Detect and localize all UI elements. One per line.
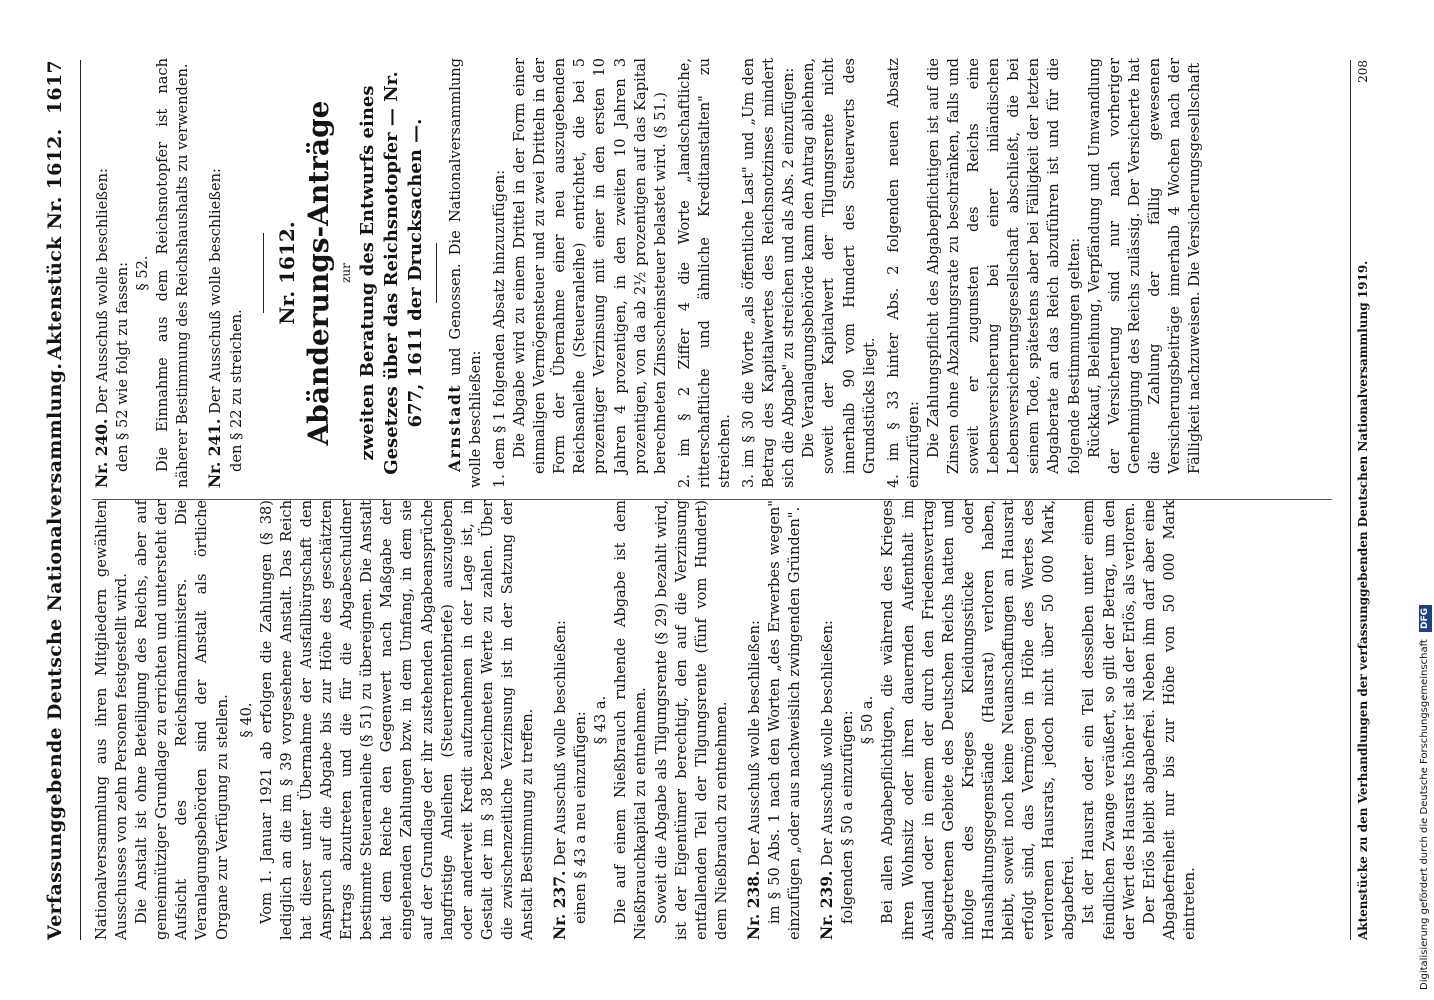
- motion-240-intro: Der Ausschuß wolle beschließen:: [94, 168, 111, 414]
- document-title: Abänderungs-Anträge: [301, 100, 335, 446]
- proposer-text: und Genossen. Die Nationalversammlung wolle beschließen:: [446, 58, 484, 488]
- running-title: Verfassunggebende Deutsche Nationalversammlung.: [44, 362, 66, 940]
- right-column: [92, 58, 1205, 488]
- motion-238-text: im § 50 Abs. 1 nach den Worten „des Erwerbes wegen" einzufügen „oder aus nachweislich zwingenden Gründen".: [766, 500, 804, 940]
- section-40-heading: § 40.: [237, 702, 255, 738]
- motion-239-text: folgenden § 50 a einzufügen:: [839, 710, 857, 924]
- digitization-notice: Digitalisierung gefördert durch die Deutsche Forschungsgemeinschaft: [1419, 639, 1430, 990]
- item-4-number: 4.: [884, 474, 902, 488]
- column-divider: [92, 499, 1332, 500]
- document-number: Nr. 1612.: [274, 221, 299, 325]
- title-separator: [436, 243, 437, 303]
- section-50a-text: Bei allen Abgabepflichtigen, die während des Krieges ihren Wohnsitz oder ihren dauernden Aufenthalt im Ausland oder in einem der durch den Friedensvertrag abgetretenen Gebiete des Deutschen Reichs hatten und infolge des Krieges Kleidungsstücke oder Haushaltungsgegenstände (Hausrat) verloren haben, bleibt, soweit noch keine Neuanschaffungen an Hausrat erfolgt sind, das Vermögen in Höhe des Wertes des verlorenen Hausrats, jedoch nicht über 50 000 Mark, abgabefrei.: [879, 500, 1078, 940]
- page-number: 1617: [44, 60, 66, 115]
- section-50a-text-3: Der Erlös bleibt abgabefrei. Neben ihm darf aber eine Abgabefreiheit nur bis zur Höhe von 50 000 Mark eintreten.: [1140, 500, 1198, 940]
- motion-238-intro: Der Ausschuß wolle beschließen:: [745, 620, 763, 866]
- header-rule: [80, 60, 81, 940]
- item-1-text: dem § 1 folgenden Absatz hinzuzufügen:: [490, 169, 508, 470]
- section-separator: [263, 233, 264, 313]
- motion-239-intro: Der Ausschuß wolle beschließen:: [819, 620, 837, 866]
- document-reference: Aktenstück Nr. 1612.: [44, 128, 66, 360]
- item-4-quote: Die Zahlungspflicht des Abgabepflichtigen ist auf die Zinsen ohne Abzahlungsrate zu beschränken, falls und soweit er zugunsten des Reichs eine Lebensversicherung bei einer inländischen Lebensversicherungsgesellschaft abschließt, die bei seinem Tode, spätestens aber bei Fälligkeit der letzten Abgaberate an das Reich abzuführen ist und für die folgende Bestimmungen gelten:: [924, 58, 1083, 474]
- proposer-name: Arnstadt: [444, 383, 464, 472]
- footer-series-title: Aktenstücke zu den Verhandlungen der verfassunggebenden Deutschen Nationalversammlung 1919.: [1356, 260, 1370, 940]
- motion-240-label: Nr. 240.: [92, 418, 111, 488]
- item-3-text: im § 30 die Worte „als öffentliche Last" und „Um den Betrag des Kapitalwertes des Reichsnotzinses mindert sich die Abgabe" zu streichen und als Abs. 2 einzufügen:: [740, 58, 798, 488]
- digitization-sidebar: [1416, 10, 1434, 990]
- motion-237-label: Nr. 237.: [550, 870, 570, 940]
- motion-237-text: einen § 43 a neu einzufügen:: [572, 711, 590, 924]
- paragraph-committee: Nationalversammlung aus ihren Mitgliedern gewählten Ausschusses von zehn Personen festgestellt wird.: [93, 500, 131, 940]
- section-52-text: Die Einnahme aus dem Reichsnotopfer ist nach näherer Bestimmung des Reichshaushalts zu verwenden.: [154, 58, 192, 488]
- section-43a-text-2: Soweit die Abgabe als Tilgungsrente (§ 29) bezahlt wird, ist der Eigentümer berechtigt, den auf die Verzinsung entfallenden Teil der Tilgungsrente (fünf vom Hundert) dem Nießbrauch zu entnehmen.: [652, 500, 730, 940]
- item-1-quote: Die Abgabe wird zu einem Drittel in der Form einer einmaligen Vermögensteuer und zu zwei Dritteln in der Form der Übernahme einer neu auszugebenden Reichsanleihe (Steueranleihe) entrichtet, die bei 5 prozentiger Verzinsung mit einer in den ersten 10 Jahren 4 prozentigen, in den zweiten 10 Jahren 3 prozentigen, von da ab 2½ prozentigen auf das Kapital berechneten Zinsscheinsteuer belastet wird. (§ 51.): [511, 58, 669, 474]
- footer-signature-number: 208: [1356, 60, 1370, 83]
- motion-238-label: Nr. 238.: [743, 870, 763, 940]
- item-3-quote: Die Veranlagungsbehörde kann den Antrag ablehnen, soweit der Kapitalwert der Tilgungsrente nicht innerhalb 90 vom Hundert des Steuerwerts des Grundstücks liegt.: [800, 58, 878, 474]
- motion-239-label: Nr. 239.: [817, 870, 837, 940]
- document-subtitle: zweiten Beratung des Entwurfs eines Gesetzes über das Reichsnotopfer — Nr. 677, 1611 der Drucksachen —.: [356, 71, 426, 475]
- motion-240-text: den § 52 wie folgt zu fassen:: [114, 261, 132, 472]
- motion-241-label: Nr. 241.: [205, 418, 225, 488]
- item-2-text: im § 2 Ziffer 4 die Worte „landschaftliche, ritterschaftliche und ähnliche Kreditanstalten" zu streichen.: [675, 58, 733, 488]
- motion-237-intro: Der Ausschuß wolle beschließen:: [552, 620, 570, 866]
- dfg-logo: DFG: [1419, 605, 1432, 632]
- document-zur: zur: [338, 263, 353, 283]
- item-1-number: 1.: [490, 474, 508, 488]
- section-50a-text-2: Ist der Hausrat oder ein Teil desselben unter einem feindlichen Zwange veräußert, so gilt der Betrag, um den der Wert des Hausrats höher ist als der Erlös, als verloren.: [1080, 500, 1138, 940]
- section-43a-text: Die auf einem Nießbrauch ruhende Abgabe ist dem Nießbrauchkapital zu entnehmen.: [612, 500, 650, 940]
- footer-rule: [1350, 60, 1351, 940]
- motion-241-text: den § 22 zu streichen.: [227, 309, 245, 472]
- item-4-text: im § 33 hinter Abs. 2 folgenden neuen Absatz einzufügen:: [884, 57, 922, 488]
- paragraph-anstalt: Die Anstalt ist ohne Beteiligung des Reichs, aber auf gemeinnütziger Grundlage zu errichten und untersteht der Aufsicht des Reichsfinanzministers. Die Veranlagungsbehörden sind der Anstalt als örtliche Organe zur Verfügung zu stellen.: [133, 500, 231, 940]
- motion-241-intro: Der Ausschuß wolle beschließen:: [207, 168, 225, 414]
- left-column: [92, 500, 1200, 940]
- item-2-number: 2.: [675, 474, 693, 488]
- section-40-text: Vom 1. Januar 1921 ab erfolgen die Zahlungen (§ 38) lediglich an die im § 39 vorgesehene Anstalt. Das Reich hat dieser unter Übernahme der Ausfallbürgschaft den Anspruch auf die Abgabe bis zur Höhe des geschätzten Ertrags abzutreten und die für die Abgabeschuldner bestimmte Steueranleihe (§ 51) zu übereignen. Die Anstalt hat dem Reiche den Gegenwert nach Maßgabe der eingehenden Zahlungen bzw. in dem Umfang, in dem sie auf der Grundlage der ihr zustehenden Abgabeansprüche langfristige Anleihen (Steuerrentenbriefe) auszugeben oder anderweit Kredit aufzunehmen in der Lage ist, in Gestalt der im § 38 bezeichneten Werte zu zahlen. Über die zwischenzeitliche Verzinsung ist in der Satzung der Anstalt Bestimmung zu treffen.: [257, 500, 536, 940]
- item-3-number: 3.: [740, 474, 758, 488]
- section-52-heading: § 52.: [134, 255, 152, 291]
- section-50a-heading: § 50 a.: [859, 695, 877, 745]
- item-4-quote-2: Rückkauf, Beleihung, Verpfändung und Umwandlung der Versicherung sind nur nach vorheriger Genehmigung des Reichs zulässig. Der Versicherte hat die Zahlung der fällig gewesenen Versicherungsbeiträge innerhalb 4 Wochen nach der Fälligkeit nachzuweisen. Die Versicherungsgesellschaft: [1085, 58, 1204, 474]
- section-43a-heading: § 43 a.: [592, 695, 610, 745]
